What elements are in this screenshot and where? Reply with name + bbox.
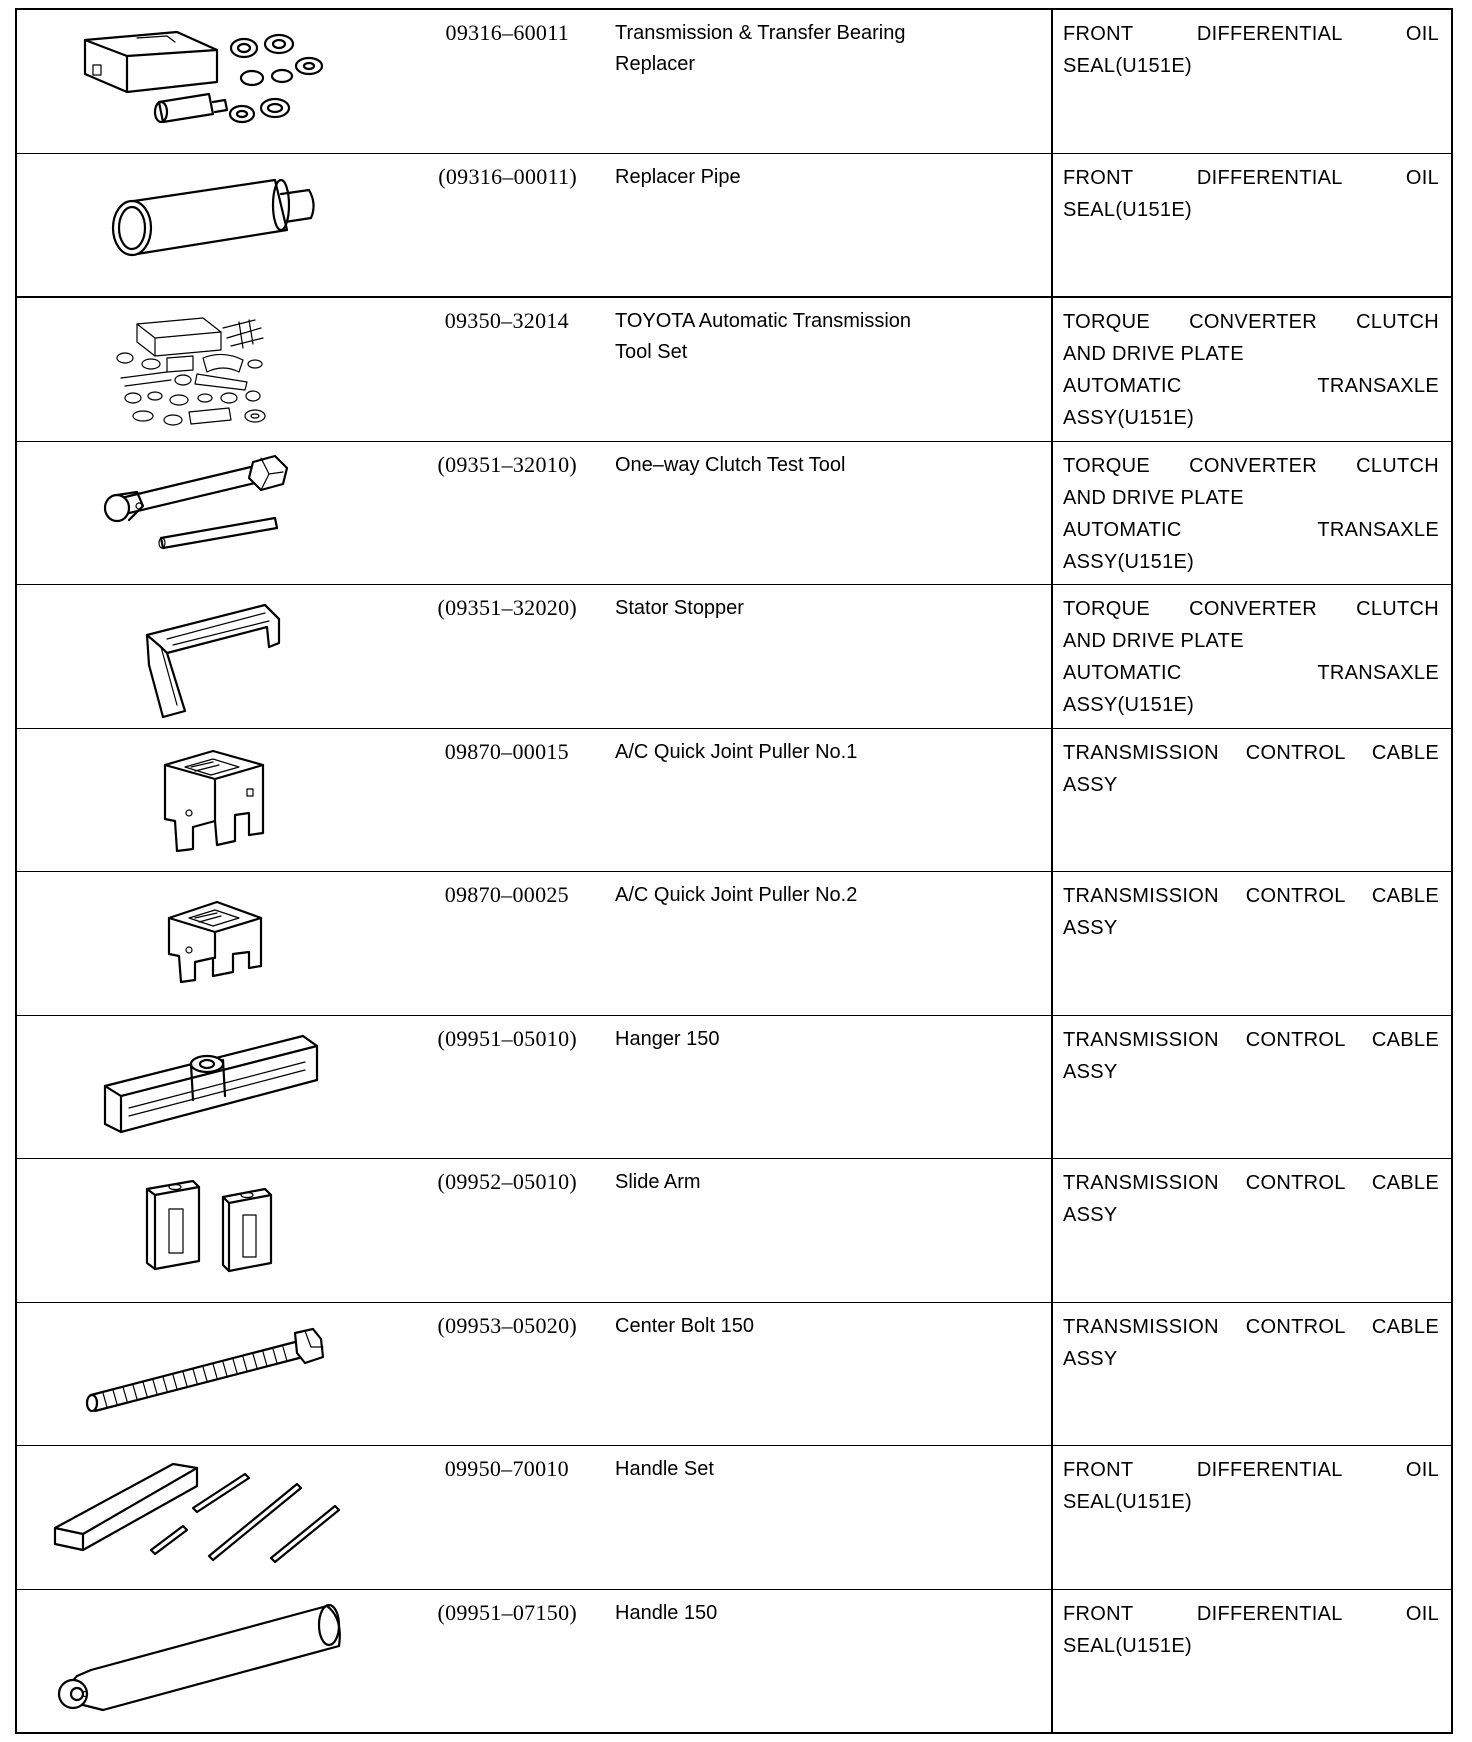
part-number-cell — [429, 153, 597, 297]
application-line: AND DRIVE PLATE — [1063, 343, 1244, 365]
handle-icon — [17, 1590, 429, 1732]
application — [1053, 154, 1451, 226]
tool-name-cell — [597, 297, 1052, 441]
application-line: AUTOMATIC TRANSAXLE — [1063, 518, 1439, 541]
center-bolt-icon — [17, 1303, 429, 1445]
application-line: ASSY(U151E) — [1063, 407, 1195, 429]
application-line: ASSY — [1063, 773, 1118, 796]
part-number-cell — [429, 728, 597, 872]
illustration-cell — [16, 153, 429, 297]
application-line: SEAL(U151E) — [1063, 1491, 1192, 1513]
application-cell — [1052, 1589, 1452, 1733]
quick-joint-puller-2-icon — [17, 872, 429, 1014]
hanger-icon — [17, 1016, 429, 1158]
table-row — [16, 441, 1452, 585]
part-number-cell — [429, 441, 597, 585]
part-number-cell — [429, 1589, 597, 1733]
application-line: TRANSMISSION CONTROL CABLE — [1063, 1315, 1439, 1338]
illustration-cell — [16, 297, 429, 441]
application-line: AUTOMATIC TRANSAXLE — [1063, 375, 1439, 397]
part-number: (09316–00011) — [438, 163, 577, 189]
part-number-cell — [429, 585, 597, 729]
illustration-cell — [16, 1446, 429, 1590]
tool-name: A/C Quick Joint Puller No.2 — [615, 884, 858, 906]
part-number: 09870–00025 — [444, 882, 569, 907]
part-number-cell — [429, 1302, 597, 1446]
application-line: FRONT DIFFERENTIAL OIL — [1063, 1459, 1439, 1481]
table-row — [16, 9, 1452, 153]
application-line: FRONT DIFFERENTIAL OIL — [1063, 23, 1439, 45]
application-line: FRONT DIFFERENTIAL OIL — [1063, 166, 1439, 189]
clutch-test-tool-icon — [17, 442, 429, 584]
bearing-replacer-kit-icon — [17, 10, 429, 152]
tool-name: Replacer Pipe — [615, 165, 741, 188]
application-line: AND DRIVE PLATE — [1063, 630, 1244, 652]
part-number: (09952–05010) — [437, 1169, 577, 1194]
application-line: ASSY — [1063, 1347, 1118, 1370]
application-cell — [1052, 1302, 1452, 1446]
application — [1053, 298, 1451, 434]
application — [1053, 1303, 1451, 1375]
special-service-tools-table — [15, 8, 1453, 1734]
part-number: (09951–05010) — [437, 1025, 577, 1051]
part-number: 09950–70010 — [444, 1456, 569, 1481]
application-line: FRONT DIFFERENTIAL OIL — [1063, 1602, 1439, 1625]
illustration-cell — [16, 1159, 429, 1303]
replacer-pipe-icon — [17, 154, 429, 296]
part-number: (09951–07150) — [437, 1599, 577, 1625]
part-number: 09870–00015 — [444, 738, 569, 764]
part-number: 09350–32014 — [444, 308, 569, 333]
illustration-cell — [16, 1015, 429, 1159]
table-row — [16, 728, 1452, 872]
application-cell — [1052, 585, 1452, 729]
application-line: TRANSMISSION CONTROL CABLE — [1063, 1028, 1439, 1051]
tool-name-cell — [597, 441, 1052, 585]
table-row — [16, 1302, 1452, 1446]
part-number-cell — [429, 297, 597, 441]
application-line: SEAL(U151E) — [1063, 1634, 1192, 1657]
table-row — [16, 1446, 1452, 1590]
application — [1053, 442, 1451, 578]
application-cell — [1052, 441, 1452, 585]
illustration-cell — [16, 1589, 429, 1733]
tool-name: Handle 150 — [615, 1601, 718, 1624]
application-line: TORQUE CONVERTER CLUTCH — [1063, 598, 1439, 620]
stator-stopper-icon — [17, 585, 429, 727]
application-line: AUTOMATIC TRANSAXLE — [1063, 662, 1439, 684]
tool-name: Transmission & Transfer Bearing Replacer — [615, 22, 906, 75]
application-line: TRANSMISSION CONTROL CABLE — [1063, 885, 1439, 907]
tool-name: Hanger 150 — [615, 1027, 720, 1050]
application-cell — [1052, 153, 1452, 297]
slide-arm-icon — [17, 1159, 429, 1301]
tool-name: Center Bolt 150 — [615, 1314, 754, 1337]
illustration-cell — [16, 585, 429, 729]
table-row — [16, 1015, 1452, 1159]
application-line: SEAL(U151E) — [1063, 55, 1192, 77]
table-row — [16, 1159, 1452, 1303]
illustration-cell — [16, 872, 429, 1016]
application-line: SEAL(U151E) — [1063, 198, 1192, 221]
application — [1053, 585, 1451, 721]
table-row — [16, 297, 1452, 441]
part-number-cell — [429, 1446, 597, 1590]
part-number-cell — [429, 872, 597, 1016]
application — [1053, 872, 1451, 944]
tool-name-cell — [597, 1302, 1052, 1446]
part-number: 09316–60011 — [445, 20, 569, 45]
tool-name: TOYOTA Automatic Transmission Tool Set — [615, 310, 912, 363]
tool-name-cell — [597, 1589, 1052, 1733]
tool-name-cell — [597, 1159, 1052, 1303]
part-number: (09351–32010) — [437, 451, 577, 477]
application-line: ASSY(U151E) — [1063, 550, 1195, 573]
illustration-cell — [16, 441, 429, 585]
tool-name: Stator Stopper — [615, 597, 744, 619]
application — [1053, 1446, 1451, 1518]
table-row — [16, 585, 1452, 729]
application-cell — [1052, 872, 1452, 1016]
application-line: ASSY — [1063, 1204, 1118, 1226]
application-line: TRANSMISSION CONTROL CABLE — [1063, 741, 1439, 764]
tool-set-icon — [17, 298, 429, 440]
application — [1053, 729, 1451, 801]
application-line: TORQUE CONVERTER CLUTCH — [1063, 311, 1439, 333]
tool-name-cell — [597, 585, 1052, 729]
tool-name: A/C Quick Joint Puller No.1 — [615, 740, 858, 763]
application-cell — [1052, 1446, 1452, 1590]
tool-name-cell — [597, 1446, 1052, 1590]
application — [1053, 1016, 1451, 1088]
table-row — [16, 872, 1452, 1016]
tool-name-cell — [597, 872, 1052, 1016]
application-line: TRANSMISSION CONTROL CABLE — [1063, 1172, 1439, 1194]
application-line: ASSY(U151E) — [1063, 694, 1195, 716]
illustration-cell — [16, 1302, 429, 1446]
part-number: (09953–05020) — [437, 1312, 577, 1338]
tool-name: One–way Clutch Test Tool — [615, 453, 846, 476]
part-number-cell — [429, 1015, 597, 1159]
tool-name: Slide Arm — [615, 1171, 701, 1193]
application-cell — [1052, 1015, 1452, 1159]
illustration-cell — [16, 9, 429, 153]
tool-name-cell — [597, 153, 1052, 297]
application-cell — [1052, 1159, 1452, 1303]
quick-joint-puller-1-icon — [17, 729, 429, 871]
application-line: TORQUE CONVERTER CLUTCH — [1063, 454, 1439, 477]
illustration-cell — [16, 728, 429, 872]
table-row — [16, 153, 1452, 297]
part-number-cell — [429, 9, 597, 153]
application-line: AND DRIVE PLATE — [1063, 486, 1244, 509]
tool-name-cell — [597, 1015, 1052, 1159]
application — [1053, 1590, 1451, 1662]
tool-name-cell — [597, 9, 1052, 153]
tool-name: Handle Set — [615, 1458, 714, 1480]
application — [1053, 10, 1451, 82]
application — [1053, 1159, 1451, 1231]
application-line: ASSY — [1063, 1060, 1118, 1083]
application-line: ASSY — [1063, 917, 1118, 939]
part-number-cell — [429, 1159, 597, 1303]
handle-set-icon — [17, 1446, 429, 1588]
application-cell — [1052, 728, 1452, 872]
table-row — [16, 1589, 1452, 1733]
part-number: (09351–32020) — [437, 595, 577, 620]
application-cell — [1052, 9, 1452, 153]
application-cell — [1052, 297, 1452, 441]
tool-name-cell — [597, 728, 1052, 872]
